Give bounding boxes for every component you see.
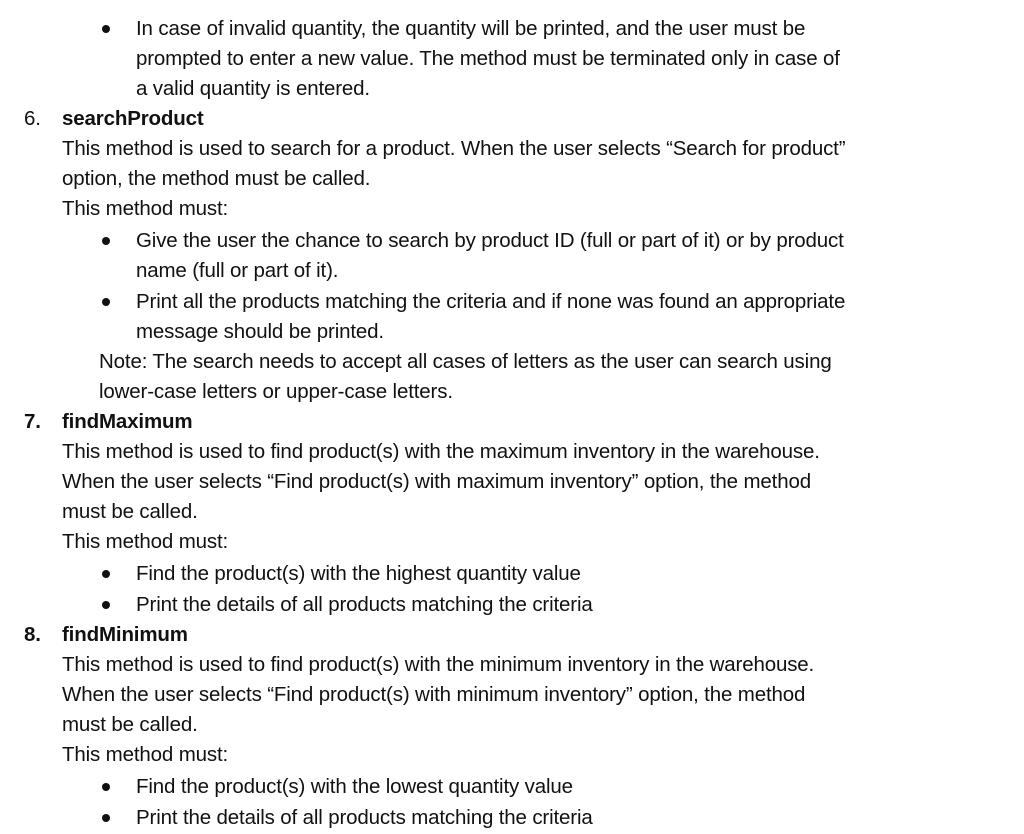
bullet-icon bbox=[102, 601, 110, 609]
section-6-description-line-2: option, the method must be called. bbox=[62, 167, 371, 190]
section-6-bullet-1-line-1: Give the user the chance to search by product ID (full or part of it) or by product bbox=[136, 229, 844, 252]
bullet-icon bbox=[102, 25, 110, 33]
section-8-description-line-2: When the user selects “Find product(s) with minimum inventory” option, the method bbox=[62, 683, 806, 706]
intro-bullet-line-3: a valid quantity is entered. bbox=[136, 77, 370, 100]
section-6-note-line-2: lower-case letters or upper-case letters. bbox=[99, 380, 453, 403]
section-7-description-line-3: must be called. bbox=[62, 500, 198, 523]
intro-bullet-line-2: prompted to enter a new value. The method must be terminated only in case of bbox=[136, 47, 840, 70]
section-7-title: findMaximum bbox=[62, 410, 193, 433]
section-6-bullet-1-line-2: name (full or part of it). bbox=[136, 259, 339, 282]
section-6-title: searchProduct bbox=[62, 107, 204, 130]
bullet-icon bbox=[102, 814, 110, 822]
section-6-description-line-1: This method is used to search for a product. When the user selects “Search for product” bbox=[62, 137, 846, 160]
section-8-bullet-2: Print the details of all products matching the criteria bbox=[136, 806, 593, 829]
bullet-icon bbox=[102, 298, 110, 306]
bullet-icon bbox=[102, 237, 110, 245]
section-7-description-line-1: This method is used to find product(s) with the maximum inventory in the warehouse. bbox=[62, 440, 820, 463]
section-6-bullet-2-line-2: message should be printed. bbox=[136, 320, 384, 343]
section-8-bullet-1: Find the product(s) with the lowest quantity value bbox=[136, 775, 573, 798]
bullet-icon bbox=[102, 783, 110, 791]
section-7-bullet-1: Find the product(s) with the highest quantity value bbox=[136, 562, 581, 585]
section-6-bullet-2-line-1: Print all the products matching the criteria and if none was found an appropriate bbox=[136, 290, 846, 313]
section-8-must-label: This method must: bbox=[62, 743, 229, 766]
section-6-note-line-1: Note: The search needs to accept all cases of letters as the user can search using bbox=[99, 350, 832, 373]
section-8-title: findMinimum bbox=[62, 623, 188, 646]
intro-bullet-line-1: In case of invalid quantity, the quantity will be printed, and the user must be bbox=[136, 17, 806, 40]
section-8-description-line-1: This method is used to find product(s) with the minimum inventory in the warehouse. bbox=[62, 653, 815, 676]
section-8-number: 8. bbox=[24, 623, 41, 646]
section-7-must-label: This method must: bbox=[62, 530, 229, 553]
section-8-description-line-3: must be called. bbox=[62, 713, 198, 736]
section-7-description-line-2: When the user selects “Find product(s) with maximum inventory” option, the method bbox=[62, 470, 811, 493]
section-7-bullet-2: Print the details of all products matching the criteria bbox=[136, 593, 593, 616]
bullet-icon bbox=[102, 570, 110, 578]
section-6-must-label: This method must: bbox=[62, 197, 229, 220]
section-6-number: 6. bbox=[24, 107, 41, 130]
section-7-number: 7. bbox=[24, 410, 41, 433]
